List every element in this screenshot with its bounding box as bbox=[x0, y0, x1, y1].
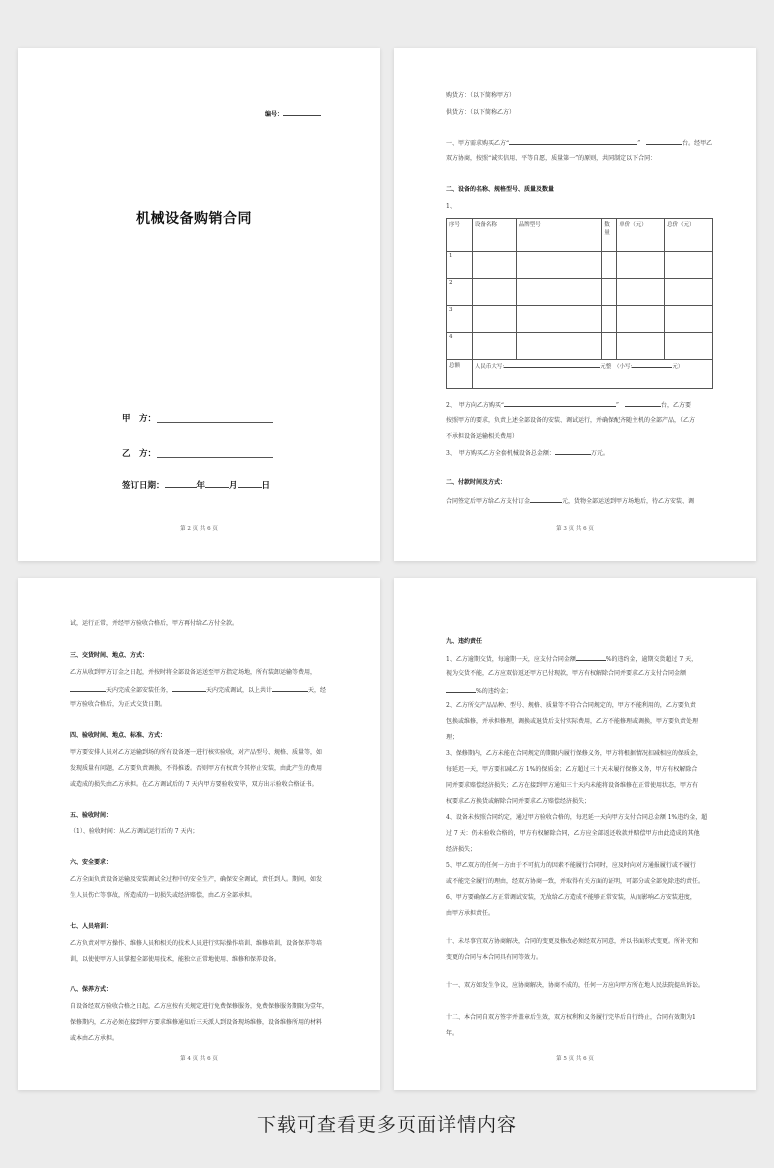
sign-date-label: 签订日期： bbox=[122, 481, 165, 491]
s9-5-line-1: 5、甲乙双方的任何一方由于不可抗力的因素不能履行合同时，应及时向对方通报履行或不履行 bbox=[446, 862, 696, 869]
s9-1-text-c: 视为交货不能，乙方应双倍返还甲方已付现款，甲方有权解除合同并要求乙方支付合同金额 bbox=[446, 670, 687, 677]
s9-1-text-b: %的违约金，逾期交货超过 7 天， bbox=[605, 656, 698, 663]
days-blank-1 bbox=[70, 685, 106, 692]
penalty-rate-blank-1 bbox=[576, 654, 606, 661]
s9-2-line-2: 包换或维修，并承担修理，调换或退货后支付实际费用，乙方不能修理或调换，甲方要负责处理 bbox=[446, 718, 699, 725]
item-2-line-2: 按照甲方的要求，负责上述全部设备的安装、调试运行，并确保配齐随主机的全部产品，（乙方 bbox=[446, 417, 696, 424]
total-rmb-blank bbox=[504, 361, 600, 368]
s9-1-line-3 bbox=[446, 686, 512, 696]
section-9-title: 九、违约责任 bbox=[446, 638, 483, 645]
payment-section-title: 二、付款时间及方式： bbox=[446, 479, 507, 486]
party-b-line bbox=[157, 457, 273, 458]
section-3-text-c: 天内完成调试，以上共计 bbox=[206, 687, 273, 694]
section-3-line-2 bbox=[70, 685, 326, 695]
s9-3-line-2: 每延迟一天，甲方要扣减乙方 1%的保质金；乙方超过三十天未履行保修义务，甲方有权解除合 bbox=[446, 766, 698, 773]
contract-number-field bbox=[265, 109, 321, 119]
total-amount-cell bbox=[472, 360, 712, 389]
seller-line: 供货方：（以下简称乙方） bbox=[446, 109, 516, 116]
section-3-text-b: 天内完成全部安装任务， bbox=[106, 687, 173, 694]
section-8-title: 八、保养方式： bbox=[70, 986, 113, 993]
header-cell: 数量 bbox=[602, 219, 617, 252]
section-3-title: 三、交货时间、地点、方式： bbox=[70, 652, 149, 659]
section-11-line: 十一、双方如发生争议，应协商解决，协商不成的，任何一方应向甲方所在地人民法院提出诉讼。 bbox=[446, 982, 705, 989]
clause-1-text-b: ” bbox=[637, 140, 641, 147]
s9-1-line-2 bbox=[446, 670, 686, 678]
section-4-title: 四、验收时间、地点、标准、方式： bbox=[70, 732, 167, 739]
s9-6-line-2: 由甲方承担责任。 bbox=[446, 910, 495, 917]
header-cell: 总价（元） bbox=[665, 219, 713, 252]
total-label: 总额 bbox=[447, 360, 473, 389]
item-2-text-c: 台，乙方要 bbox=[660, 402, 691, 409]
section-12-line-2: 年。 bbox=[446, 1030, 459, 1037]
item-3-text-b: 万元。 bbox=[590, 450, 609, 457]
section-8-line-1: 自设备经双方验收合格之日起，乙方应按有关规定进行免费保修服务，免费保修服务期限为壹年， bbox=[70, 1003, 329, 1010]
section-7-line-1: 乙方负责对甲方操作、维修人员和相关的技术人员进行实际操作培训、维修培训，设备保养等培 bbox=[70, 940, 323, 947]
section-4-line-2: 发现质量有问题，乙方要负责调换，不得推诿。否则甲方有权责令其停止安装，由此产生的费用 bbox=[70, 765, 323, 772]
party-b-label: 乙 方： bbox=[122, 449, 157, 459]
page-number: 第 3 页 共 6 页 bbox=[556, 526, 594, 532]
section-3-line-3: 甲方验收合格后，为正式交货日期。 bbox=[70, 701, 167, 708]
s9-3-line-3: 同并要求赔偿经济损失；乙方在接到甲方通知三十天内未能将设备维修在正常使用状态，甲方有 bbox=[446, 782, 699, 789]
section-7-title: 七、人员培训： bbox=[70, 923, 113, 930]
header-cell: 单价（元） bbox=[617, 219, 665, 252]
party-a-label: 甲 方： bbox=[122, 414, 157, 424]
contract-page-2 bbox=[394, 48, 756, 561]
item-3-line bbox=[446, 448, 609, 458]
download-more-caption: 下载可查看更多页面详情内容 bbox=[256, 1114, 517, 1136]
row-number: 1 bbox=[447, 252, 473, 279]
s9-3-line-4: 权要求乙方换货或解除合同并要求乙方赔偿经济损失； bbox=[446, 798, 591, 805]
header-cell: 品牌型号 bbox=[516, 219, 602, 252]
table-row bbox=[447, 252, 713, 279]
item-2-quantity-blank bbox=[625, 400, 661, 407]
table-row bbox=[447, 306, 713, 333]
row-number: 4 bbox=[447, 333, 473, 360]
contract-page-3 bbox=[18, 578, 380, 1090]
total-rmb-label: 人民币大写: bbox=[474, 364, 505, 370]
section-6-line-1: 乙方全面负责设备运输及安装调试全过程中的安全生产，确保安全调试，责任到人。期间，如发 bbox=[70, 876, 323, 883]
table-total-row bbox=[447, 360, 713, 389]
contract-number-label: 编号： bbox=[265, 111, 284, 118]
payment-text-a: 合同签定后甲方给乙方支付订金 bbox=[446, 498, 531, 505]
contract-cover-page bbox=[18, 48, 380, 561]
year-blank bbox=[165, 479, 197, 488]
item-2-line-1 bbox=[446, 400, 691, 410]
payment-line-1 bbox=[446, 496, 694, 506]
clause-1-line-2: 双方协商，按照“诚实信用、平等自愿，质量第一”的原则，共同制定以下合同： bbox=[446, 155, 657, 162]
equipment-table bbox=[446, 218, 713, 389]
section-3-line-1: 乙方从收到甲方订金之日起，并按时将全部设备运送至甲方指定场地，所有装卸运输等费用， bbox=[70, 669, 317, 676]
table-row bbox=[447, 333, 713, 360]
s9-4-line-2: 过 7 天：仍未验收合格的，甲方有权解除合同，乙方应全部返还收款并赔偿甲方由此造成的其他 bbox=[446, 830, 700, 837]
contract-number-blank bbox=[283, 109, 321, 116]
section-5-title: 五、验收时间： bbox=[70, 812, 113, 819]
row-number: 3 bbox=[447, 306, 473, 333]
section-4-line-1: 甲方要安排人员对乙方运输到场的所有设备逐一进行核实验收，对产品型号、规格、质量等，如 bbox=[70, 749, 323, 756]
section-2-title: 二、设备的名称、规格型号、质量及数量 bbox=[446, 186, 555, 193]
deposit-blank bbox=[530, 496, 562, 503]
clause-1-text-c: 台。经甲乙 bbox=[682, 140, 713, 147]
s9-2-line-3: 理； bbox=[446, 734, 459, 741]
s9-2-line-1: 2、乙方所交产品品种、型号、规格、质量等不符合合同规定的，甲方不能利用的，乙方要负责 bbox=[446, 702, 696, 709]
s9-1-text-d: %的违约金； bbox=[476, 688, 512, 695]
header-cell: 设备名称 bbox=[472, 219, 516, 252]
item-2-text-b: ” bbox=[615, 402, 619, 409]
day-blank bbox=[238, 479, 262, 488]
total-yuan-label: 元整 bbox=[600, 364, 612, 370]
section-6-line-2: 生人员伤亡等事故，所造成的一切损失或经济赔偿，由乙方全部承担。 bbox=[70, 892, 257, 899]
section-8-line-2: 保修期内，乙方必须在接到甲方要求维修通知后三天派人到设备现场维修，设备维修所用的材料 bbox=[70, 1019, 323, 1026]
section-7-line-2: 训，以使使甲方人员掌握全部使用技术，能独立正常地使用、维修和保养设备。 bbox=[70, 956, 281, 963]
s9-1-text-a: 1、乙方逾期交货，每逾期一天，应支付合同金额 bbox=[446, 656, 576, 663]
item-1-label: 1、 bbox=[446, 203, 456, 210]
item-3-text-a: 3、 甲方购买乙方全套机械设备总金额： bbox=[446, 450, 555, 457]
days-blank-2 bbox=[172, 685, 206, 692]
total-small-end: 元） bbox=[672, 364, 684, 370]
item-2-text-a: 2、 甲方向乙方购买“ bbox=[446, 402, 504, 409]
section-4-line-3: 或造成的损失由乙方承担。在乙方调试后的 7 天内甲方要验收安毕，双方出示验收合格证书。 bbox=[70, 781, 318, 788]
buyer-line: 购货方：（以下简称甲方） bbox=[446, 92, 516, 99]
year-label: 年 bbox=[196, 481, 206, 491]
section-8-line-3: 或本由乙方承担。 bbox=[70, 1035, 119, 1042]
page-number: 第 5 页 共 6 页 bbox=[556, 1056, 594, 1062]
total-small-blank bbox=[632, 361, 672, 368]
table-row bbox=[447, 279, 713, 306]
days-blank-3 bbox=[272, 685, 308, 692]
clause-1-line-1 bbox=[446, 138, 712, 148]
s9-6-line-1: 6、甲方要确保乙方正常调试安装，无故给乙方造成不能够正常安装，从而影响乙方安装进度， bbox=[446, 894, 696, 901]
section-10-line-1: 十、未尽事宜双方协商解决，合同的变更及修改必须经双方同意，并以书面形式变更。所补充和 bbox=[446, 938, 699, 945]
page-number: 第 4 页 共 6 页 bbox=[180, 1056, 218, 1062]
s9-4-line-3: 经济损失； bbox=[446, 846, 477, 853]
continued-line: 试，运行正常，并经甲方验收合格后，甲方再付给乙方付全款。 bbox=[70, 620, 239, 627]
s9-5-line-2: 或不能完全履行的理由，经双方协商一致，并取得有关方面的证明，可部分或全部免除违约责任。 bbox=[446, 878, 705, 885]
page-number: 第 2 页 共 6 页 bbox=[180, 526, 218, 532]
contract-page-4 bbox=[394, 578, 756, 1090]
s9-1-line-1 bbox=[446, 654, 697, 664]
party-a-line bbox=[157, 422, 273, 423]
table-header-row bbox=[447, 219, 713, 252]
penalty-rate-blank-2 bbox=[446, 686, 476, 693]
total-amount-blank bbox=[555, 448, 591, 455]
section-3-text-d: 天，经 bbox=[308, 687, 327, 694]
section-12-line-1: 十二、本合同自双方签字并盖章后生效，双方权利和义务履行完毕后自行终止，合同有效期为1 bbox=[446, 1014, 696, 1021]
section-6-title: 六、安全要求： bbox=[70, 859, 113, 866]
item-2-equipment-blank bbox=[504, 400, 616, 407]
quantity-blank bbox=[646, 138, 682, 145]
section-5-line-1: （1）、验收时间：从乙方调试运行后的 7 天内； bbox=[70, 828, 199, 835]
total-small-label: （小写: bbox=[616, 364, 633, 370]
s9-3-line-1: 3、保修期内，乙方未能在合同规定的期限内履行保修义务，甲方将根据情况扣减相应的保质金， bbox=[446, 750, 702, 757]
day-label: 日 bbox=[261, 481, 271, 491]
s9-4-line-1: 4、设备未按照合同约定，通过甲方验收合格的，每迟延一天向甲方支付合同总金额 1%违约金，超 bbox=[446, 814, 708, 821]
clause-1-text-a: 一、甲方需求购买乙方“ bbox=[446, 140, 510, 147]
sign-date-field bbox=[122, 479, 270, 491]
contract-title: 机械设备购销合同 bbox=[136, 211, 252, 227]
row-number: 2 bbox=[447, 279, 473, 306]
month-blank bbox=[205, 479, 229, 488]
header-cell: 序号 bbox=[447, 219, 473, 252]
payment-text-b: 元，货物全部运送到甲方场地后，待乙方安装、调 bbox=[562, 498, 695, 505]
month-label: 月 bbox=[229, 481, 238, 491]
item-2-line-3: 不承担设备运输相关费用） bbox=[446, 433, 519, 440]
equipment-name-blank bbox=[509, 138, 637, 145]
section-10-line-2: 变更的合同与本合同具有同等效力。 bbox=[446, 954, 543, 961]
